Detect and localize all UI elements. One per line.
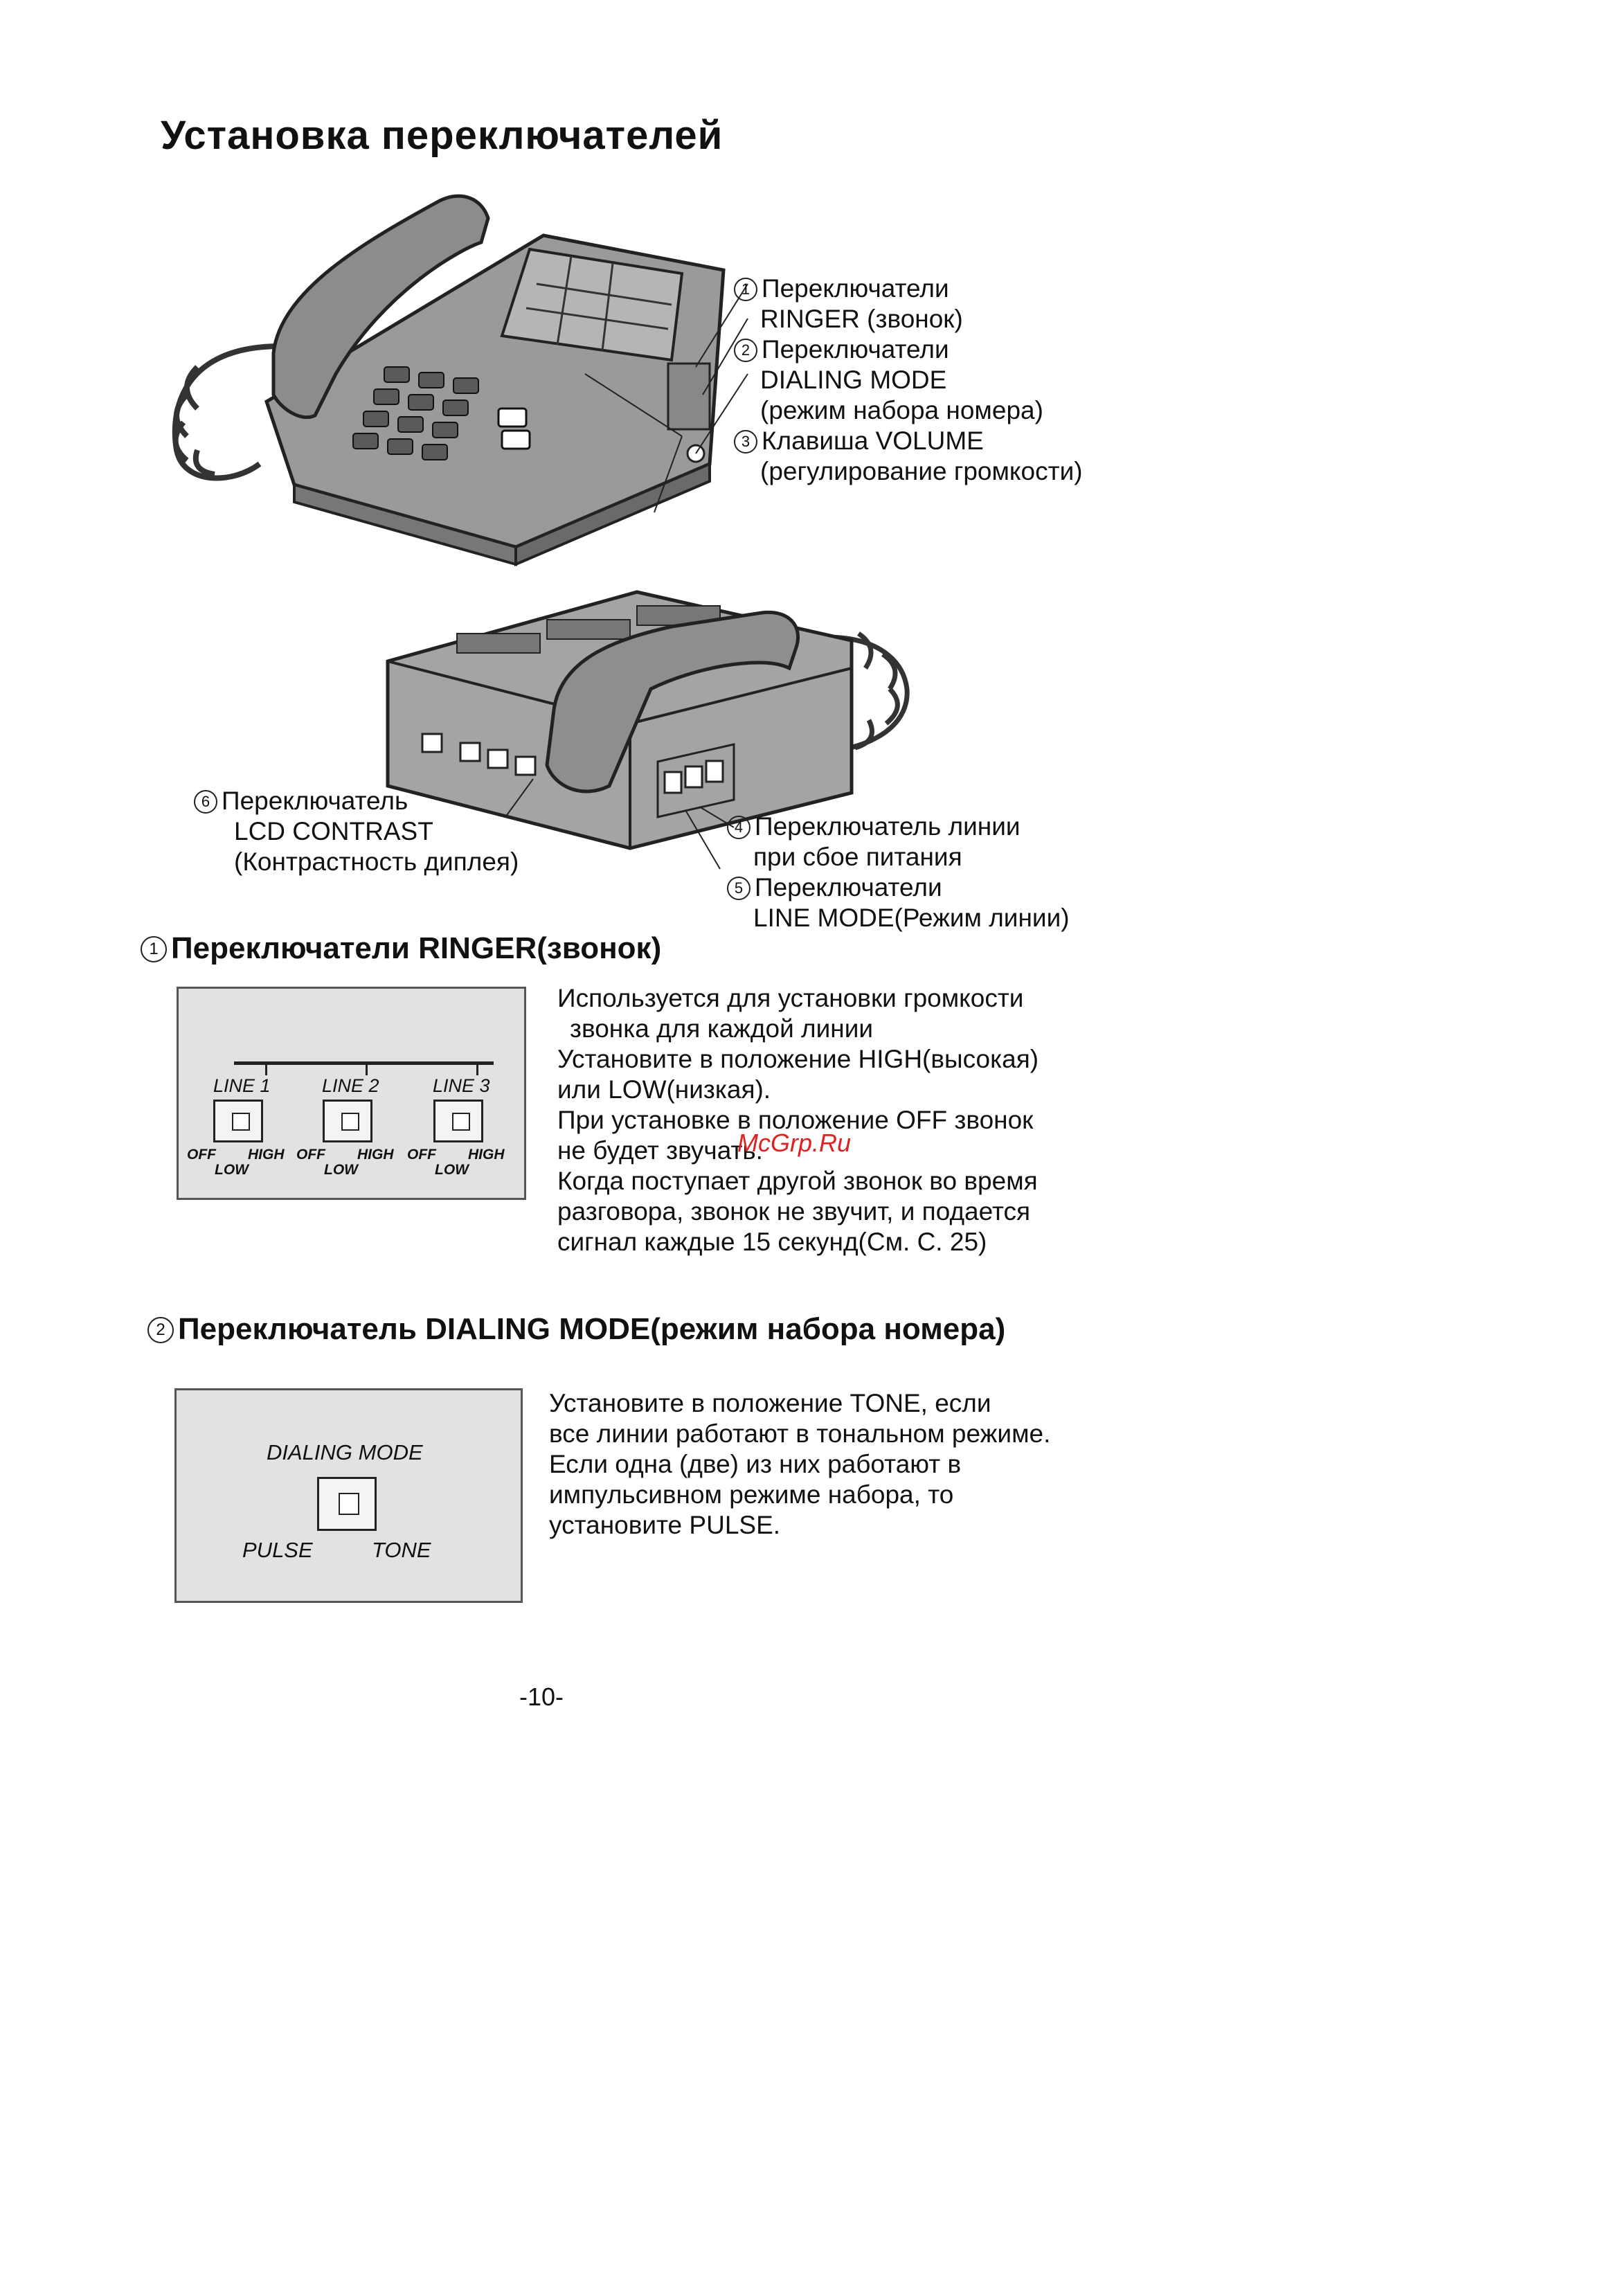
- line1-switch: [213, 1100, 263, 1142]
- callout-line: DIALING MODE: [760, 366, 947, 394]
- text-line: Установите в положение HIGH(высокая): [557, 1045, 1039, 1073]
- callout-line: RINGER (звонок): [760, 305, 963, 333]
- callout-number: 5: [727, 877, 750, 900]
- phone-front-illustration: [156, 187, 751, 575]
- dialing-description: [549, 1388, 1050, 1541]
- text-line: все линии работают в тональном режиме.: [549, 1419, 1051, 1448]
- panel-bar: [234, 1061, 494, 1065]
- callout-line: (Контрастность диплея): [234, 847, 519, 876]
- section-dialing-heading: [147, 1312, 1005, 1347]
- callout-line: LINE MODE(Режим линии): [753, 904, 1070, 932]
- text-line: Когда поступает другой звонок во время: [557, 1167, 1038, 1195]
- text-line: звонка для каждой линии: [570, 1014, 874, 1043]
- line2-switch: [323, 1100, 372, 1142]
- line3-label: LINE 3: [433, 1075, 490, 1096]
- ringer-switch-panel: [177, 987, 526, 1200]
- line2-off: OFF: [296, 1147, 325, 1163]
- text-line: сигнал каждые 15 секунд(См. С. 25): [557, 1228, 987, 1256]
- callout-power-fail: [727, 811, 1021, 872]
- switch-knob: [341, 1113, 359, 1131]
- callout-number: 6: [194, 790, 217, 814]
- pulse-label: PULSE: [242, 1538, 313, 1562]
- watermark: McGrp.Ru: [737, 1129, 852, 1157]
- callout-line: Переключатели: [762, 274, 949, 303]
- panel-tick: [476, 1061, 478, 1075]
- page-title: Установка переключателей: [161, 113, 723, 158]
- line2-high: HIGH: [357, 1147, 394, 1163]
- section-number: 2: [147, 1317, 174, 1343]
- panel-tick: [265, 1061, 267, 1075]
- line1-label: LINE 1: [213, 1075, 271, 1096]
- panel-tick: [366, 1061, 368, 1075]
- line3-low: LOW: [435, 1162, 469, 1178]
- callout-line: при сбое питания: [753, 843, 962, 871]
- tone-label: TONE: [372, 1538, 431, 1562]
- callout-line: Переключатель: [222, 787, 408, 815]
- section-title: Переключатель DIALING MODE(режим набора номера): [178, 1312, 1006, 1346]
- section-ringer-heading: [141, 931, 661, 966]
- callout-number: 1: [734, 278, 757, 301]
- line2-low: LOW: [324, 1162, 358, 1178]
- switch-knob: [339, 1493, 359, 1515]
- callout-number: 4: [727, 816, 750, 839]
- text-line: импульсивном режиме набора, то: [549, 1480, 954, 1509]
- dialing-mode-label: DIALING MODE: [267, 1440, 423, 1464]
- callout-line: Переключатели: [755, 873, 942, 902]
- callout-volume: [734, 426, 1083, 487]
- callout-line: Переключатели: [762, 335, 949, 364]
- callout-number: 2: [734, 339, 757, 362]
- text-line: Используется для установки громкости: [557, 984, 1024, 1012]
- line1-high: HIGH: [248, 1147, 285, 1163]
- text-line: Если одна (две) из них работают в: [549, 1450, 962, 1478]
- callout-line: Переключатель линии: [755, 812, 1021, 841]
- dialing-mode-panel: [174, 1388, 523, 1603]
- callout-dialing-mode: [734, 334, 1043, 426]
- line1-off: OFF: [187, 1147, 216, 1163]
- section-number: 1: [141, 936, 167, 962]
- line3-high: HIGH: [468, 1147, 505, 1163]
- callout-number: 3: [734, 430, 757, 454]
- text-line: не будет звучать.: [557, 1136, 763, 1165]
- line1-low: LOW: [215, 1162, 249, 1178]
- text-line: разговора, звонок не звучит, и подается: [557, 1197, 1031, 1226]
- page-number: -10-: [519, 1683, 564, 1711]
- text-line: Установите в положение TONE, если: [549, 1389, 991, 1417]
- text-line: установите PULSE.: [549, 1511, 781, 1539]
- callout-line: (регулирование громкости): [760, 457, 1083, 485]
- text-line: или LOW(низкая).: [557, 1075, 771, 1104]
- callout-lcd-contrast: [194, 786, 519, 877]
- callout-line: LCD CONTRAST: [234, 817, 433, 845]
- switch-knob: [452, 1113, 470, 1131]
- text-line: При установке в положение OFF звонок: [557, 1106, 1034, 1134]
- line3-switch: [433, 1100, 483, 1142]
- dialing-mode-switch: [317, 1477, 377, 1531]
- callout-line-mode: [727, 872, 1070, 933]
- callout-line: Клавиша VOLUME: [762, 427, 984, 455]
- ringer-description: [557, 983, 1039, 1257]
- callout-line: (режим набора номера): [760, 396, 1043, 424]
- section-title: Переключатели RINGER(звонок): [171, 931, 662, 965]
- callout-ringer: [734, 273, 963, 334]
- switch-knob: [232, 1113, 250, 1131]
- line2-label: LINE 2: [322, 1075, 379, 1096]
- line3-off: OFF: [407, 1147, 436, 1163]
